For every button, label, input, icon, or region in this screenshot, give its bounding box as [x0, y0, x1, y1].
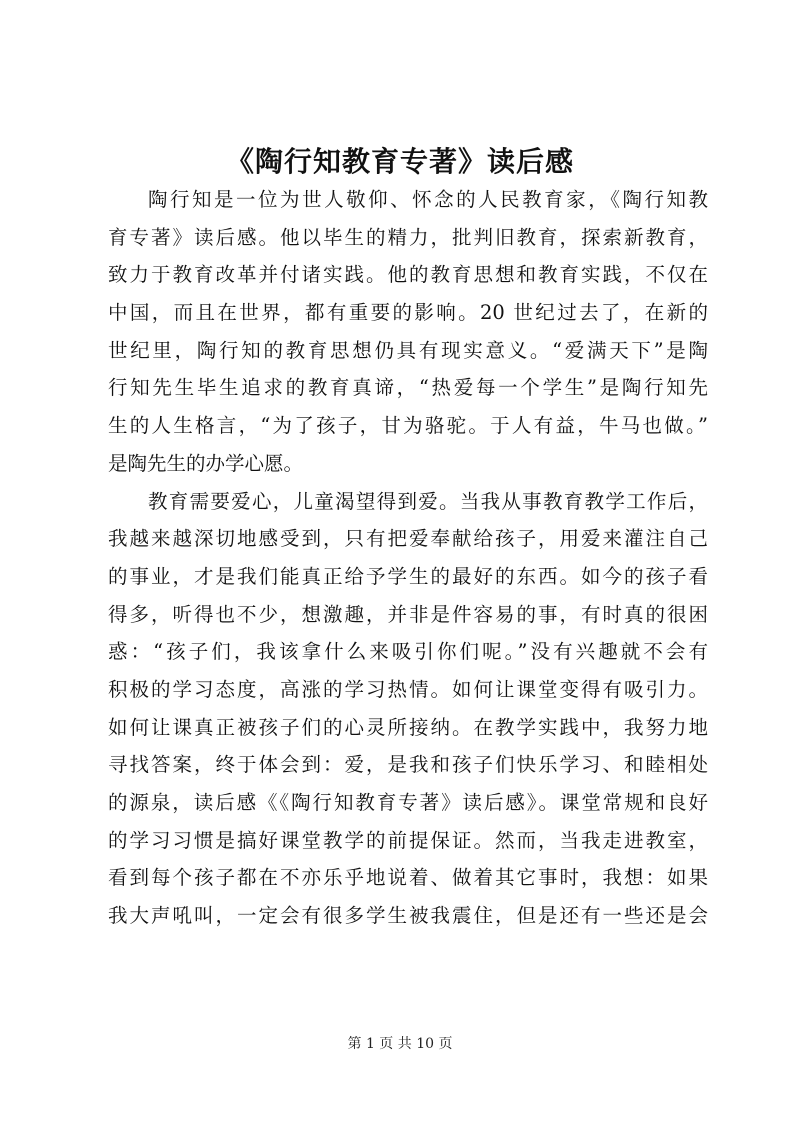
paragraph-line: 的事业，才是我们能真正给予学生的最好的东西。如今的孩子看 [108, 564, 708, 588]
paragraph-line: 是陶先生的办学心愿。 [108, 451, 304, 475]
paragraph-line: 得多，听得也不少，想激趣，并非是件容易的事，有时真的很困 [108, 602, 708, 626]
document-body [108, 181, 708, 935]
paragraph-line: 行知先生毕生追求的教育真谛，“热爱每一个学生”是陶行知先 [108, 376, 708, 400]
paragraph-line: 教育需要爱心，儿童渴望得到爱。当我从事教育教学工作后， [148, 489, 708, 513]
paragraph-line: 如何让课真正被孩子们的心灵所接纳。在教学实践中，我努力地 [108, 715, 708, 739]
paragraph-line: 我越来越深切地感受到，只有把爱奉献给孩子，用爱来灌注自己 [108, 527, 708, 551]
paragraph-line: 生的人生格言，“为了孩子，甘为骆驼。于人有益，牛马也做。” [108, 414, 708, 438]
paragraph-line: 看到每个孩子都在不亦乐乎地说着、做着其它事时，我想：如果 [108, 866, 708, 890]
paragraph-line: 寻找答案，终于体会到：爱，是我和孩子们快乐学习、和睦相处 [108, 753, 708, 777]
paragraph-line: 陶行知是一位为世人敬仰、怀念的人民教育家，《陶行知教 [148, 188, 708, 211]
paragraph-line: 育专著》读后感。他以毕生的精力，批判旧教育，探索新教育， [108, 225, 708, 249]
paragraph-line: 世纪里，陶行知的教育思想仍具有现实意义。“爱满天下”是陶 [108, 338, 708, 362]
paragraph-line: 的学习习惯是搞好课堂教学的前提保证。然而，当我走进教室， [108, 828, 708, 852]
paragraph-line: 中国，而且在世界，都有重要的影响。20 世纪过去了，在新的 [108, 301, 708, 325]
paragraph-line: 致力于教育改革并付诸实践。他的教育思想和教育实践，不仅在 [108, 263, 708, 287]
document-title: 《陶行知教育专著》读后感 [225, 145, 574, 178]
paragraph-line: 我大声吼叫，一定会有很多学生被我震住，但是还有一些还是会 [108, 904, 708, 928]
paragraph-line: 的源泉，读后感《《陶行知教育专著》读后感》。课堂常规和良好 [108, 791, 708, 814]
paragraph-line: 积极的学习态度，高涨的学习热情。如何让课堂变得有吸引力。 [108, 677, 708, 701]
paragraph-line: 惑：“孩子们，我该拿什么来吸引你们呢。”没有兴趣就不会有 [108, 640, 708, 664]
page-number-footer: 第 1 页 共 10 页 [347, 1036, 453, 1052]
